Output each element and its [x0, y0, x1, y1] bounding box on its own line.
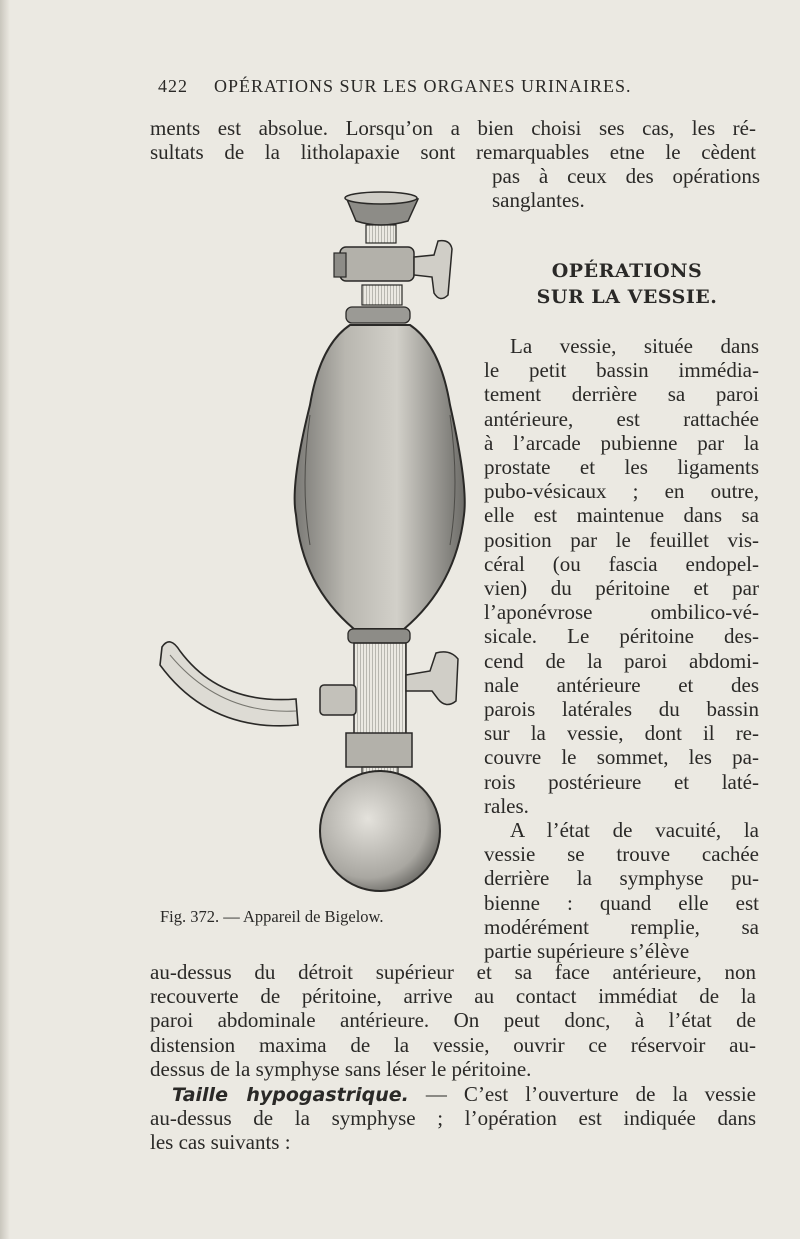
text-line: paroi abdominale antérieure. On peut donc, à l’état de: [150, 1008, 756, 1033]
text-line: cend de la paroi abdomi-: [484, 648, 759, 673]
text-line: rales.: [484, 793, 529, 818]
text-line: ments est absolue. Lorsqu’on a bien choisi ses cas, les ré-: [150, 116, 756, 140]
text-line: position par le feuillet vis-: [484, 527, 759, 552]
text-line: sanglantes.: [492, 188, 585, 213]
text-line: les cas suivants :: [150, 1130, 291, 1155]
text-line: le petit bassin immédia-: [484, 358, 759, 383]
section-heading-line: OPÉRATIONS: [551, 260, 703, 282]
bigelow-apparatus-illustration: [150, 185, 470, 895]
section-heading: [510, 258, 744, 310]
taille-hypogastrique-paragraph-continued: [150, 1106, 756, 1154]
italic-lead-in: Taille hypogastrique.: [172, 1084, 409, 1106]
bladder-description-column: [484, 334, 759, 963]
text-line: partie supérieure s’élève: [484, 939, 690, 964]
text-line: l’aponévrose ombilico-vé-: [484, 600, 759, 625]
text-line: elle est maintenue dans sa: [484, 503, 759, 528]
taille-hypogastrique-paragraph: [172, 1082, 756, 1107]
intro-paragraph: [150, 116, 756, 164]
bladder-description-continued: [150, 960, 756, 1081]
text-line: pas à ceux des opérations: [492, 164, 760, 188]
text-line: recouverte de péritoine, arrive au contact immédiat de la: [150, 984, 756, 1009]
text-line: prostate et les ligaments: [484, 455, 759, 480]
text-line: à l’arcade pubienne par la: [484, 430, 759, 455]
text-line: La vessie, située dans: [510, 334, 759, 358]
running-title: OPÉRATIONS SUR LES ORGANES URINAIRES.: [214, 76, 632, 96]
text-line: sicale. Le péritoine des-: [484, 624, 759, 649]
text-line: dessus de la symphyse sans léser le péritoine.: [150, 1056, 532, 1081]
text-line: vien) du péritoine et par: [484, 576, 759, 601]
text-line: bienne : quand elle est: [484, 890, 759, 915]
page-number: 422: [158, 76, 188, 96]
text-line: couvre le sommet, les pa-: [484, 745, 759, 770]
text-line: tement derrière sa paroi: [484, 382, 759, 407]
section-heading-line: SUR LA VESSIE.: [536, 286, 718, 308]
text-line: [172, 1082, 756, 1107]
text-line: rois postérieure et laté-: [484, 769, 759, 794]
text-line: céral (ou fascia endopel-: [484, 551, 759, 576]
lead-in-continuation: — C’est l’ouverture de la vessie: [408, 1082, 756, 1106]
text-line: vessie se trouve cachée: [484, 842, 759, 867]
intro-paragraph-continued: [492, 164, 760, 212]
page-binding-edge: [0, 0, 10, 1239]
text-line: au-dessus du détroit supérieur et sa face antérieure, non: [150, 960, 756, 984]
text-line: au-dessus de la symphyse ; l’opération est indiquée dans: [150, 1106, 756, 1130]
running-header: [158, 76, 778, 97]
text-line: pubo-vésicaux ; en outre,: [484, 479, 759, 504]
text-line: derrière la symphyse pu-: [484, 866, 759, 891]
text-line: sultats de la litholapaxie sont remarquables etne le cèdent: [150, 140, 756, 165]
text-line: parois latérales du bassin: [484, 697, 759, 722]
text-line: distension maxima de la vessie, ouvrir ce réservoir au-: [150, 1032, 756, 1057]
text-line: modérément remplie, sa: [484, 914, 759, 939]
figure-caption: Fig. 372. — Appareil de Bigelow.: [160, 907, 384, 926]
text-line: sur la vessie, dont il re-: [484, 721, 759, 746]
text-line: antérieure, est rattachée: [484, 406, 759, 431]
text-line: nale antérieure et des: [484, 672, 759, 697]
text-line: A l’état de vacuité, la: [510, 818, 759, 843]
